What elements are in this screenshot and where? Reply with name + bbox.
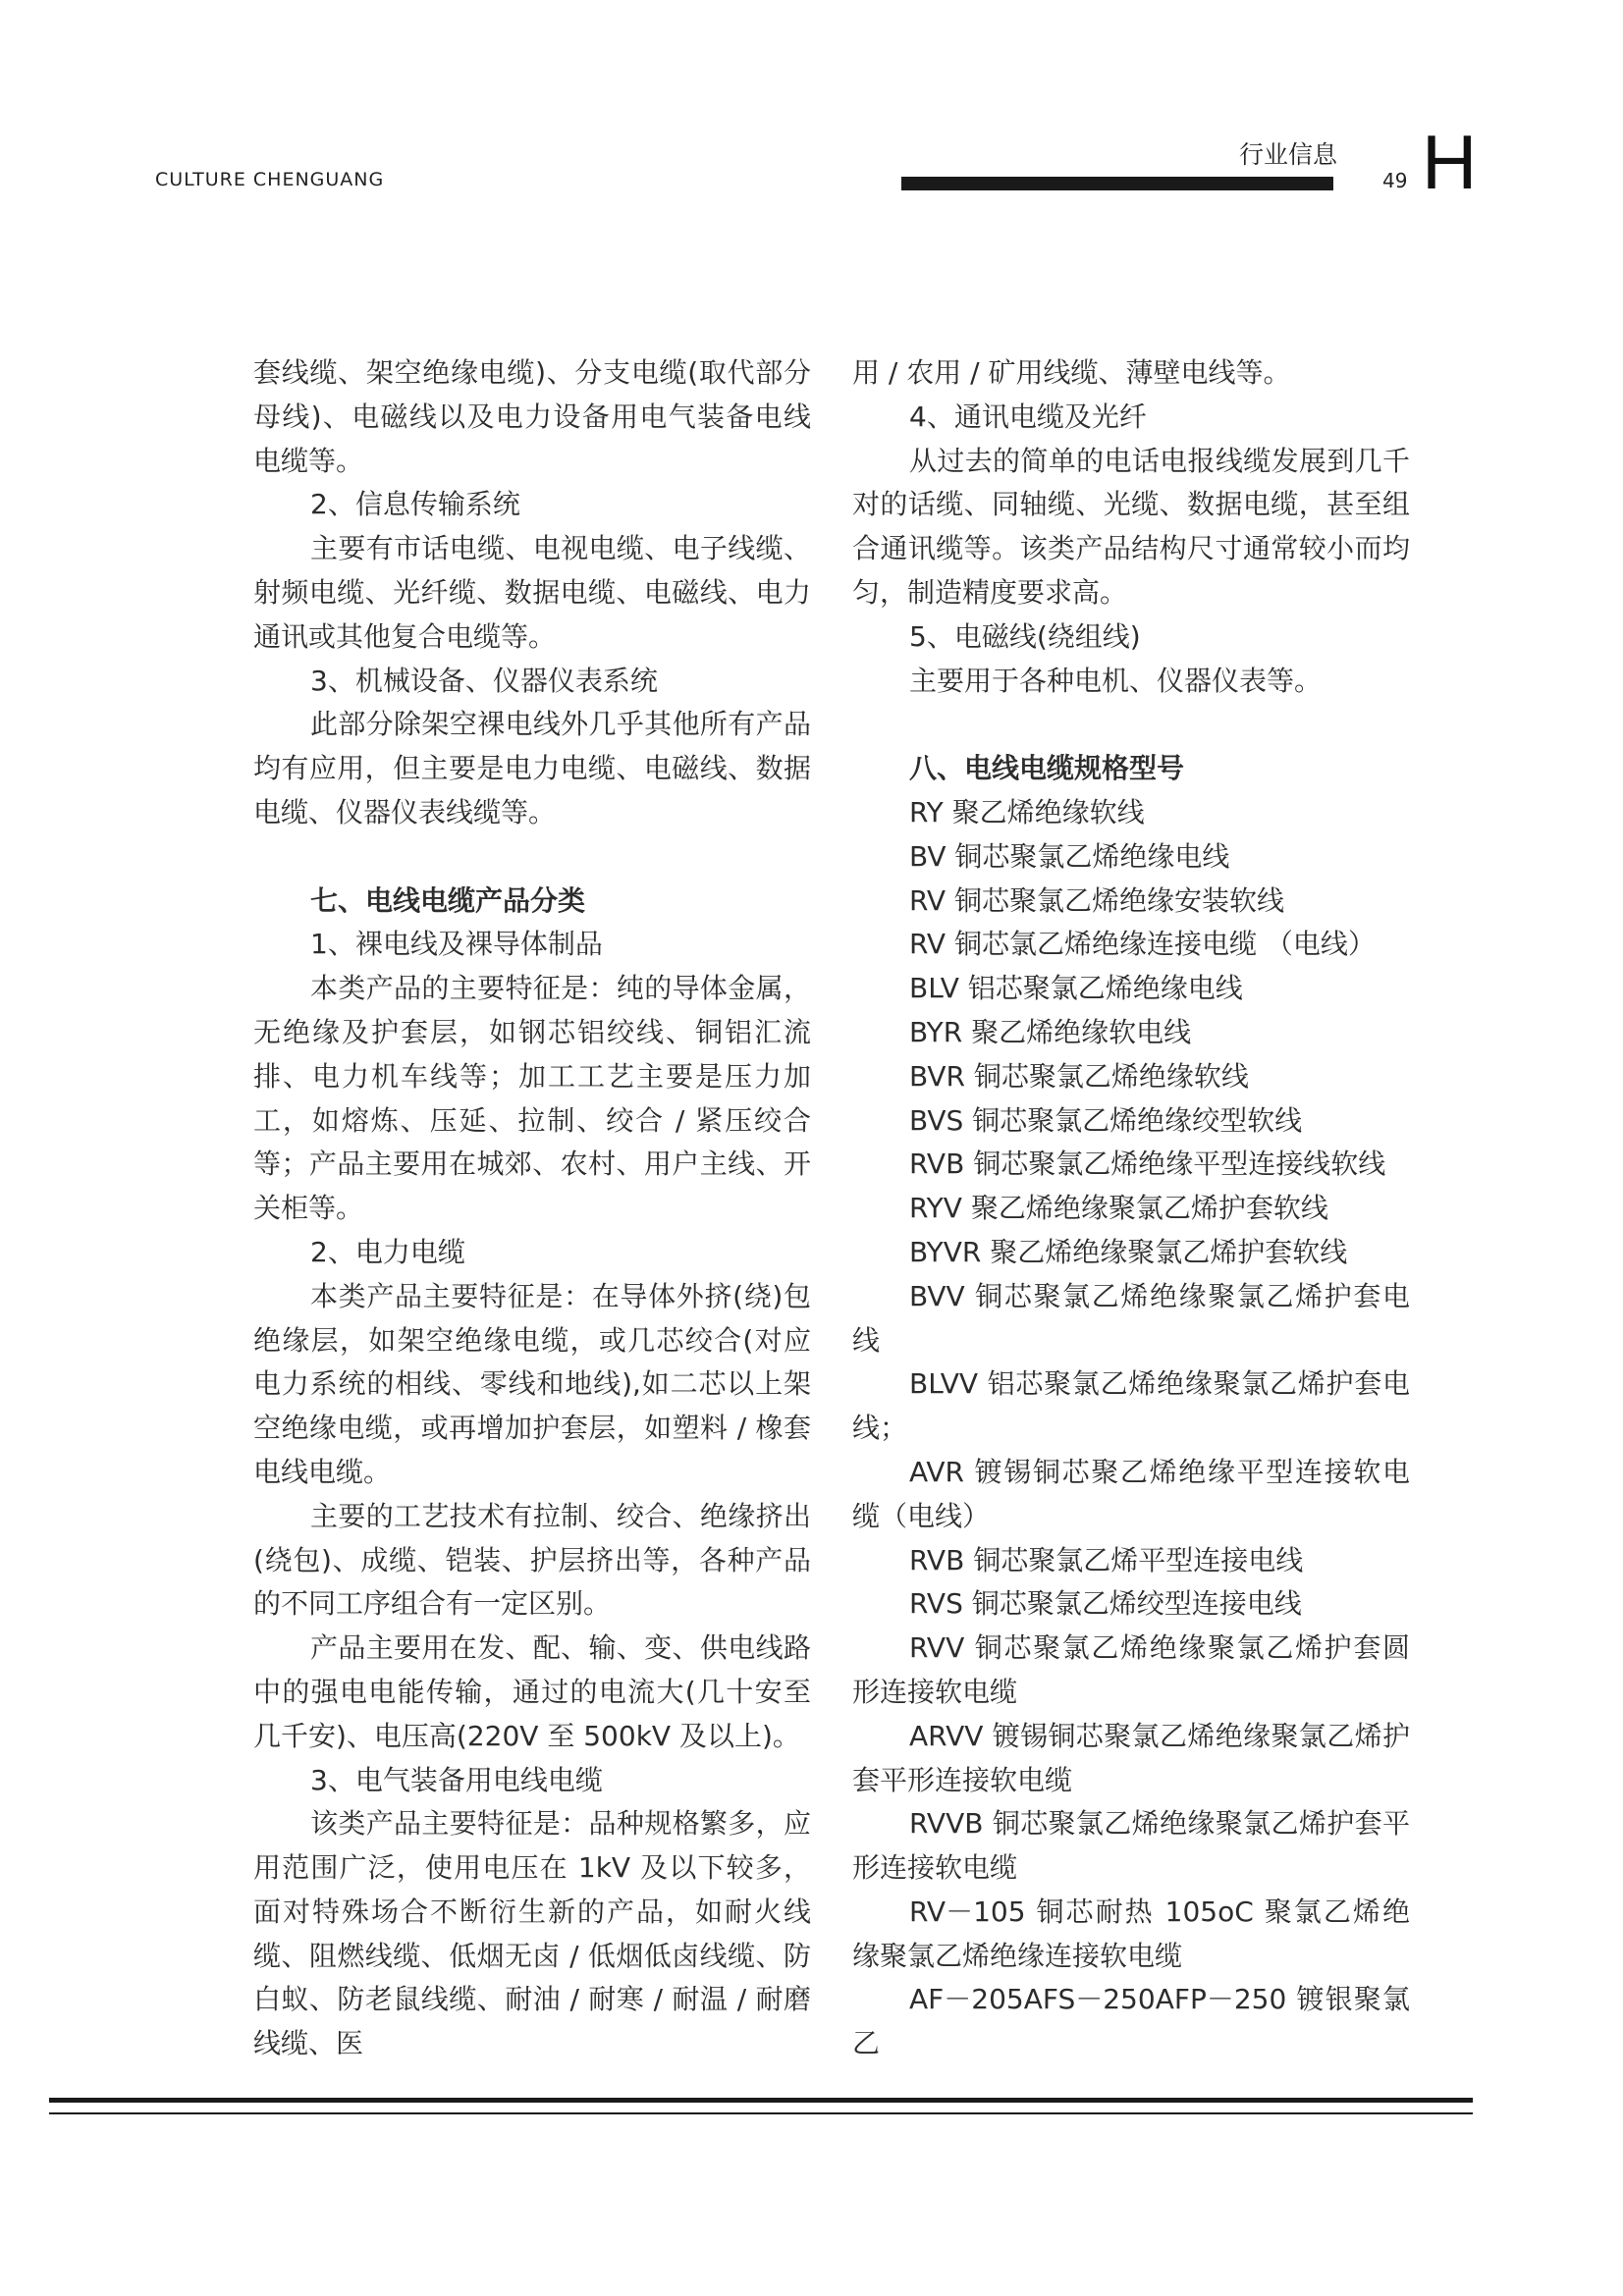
paragraph: BYVR 聚乙烯绝缘聚氯乙烯护套软线	[909, 1235, 1348, 1268]
paragraph: RV 铜芯氯乙烯绝缘连接电缆 （电线）	[909, 928, 1376, 961]
paragraph: BVR 铜芯聚氯乙烯绝缘软线	[909, 1059, 1249, 1093]
paragraph: RVVB 铜芯聚氯乙烯绝缘聚氯乙烯护套平形连接软电缆	[852, 1807, 1410, 1885]
paragraph: RVV 铜芯聚氯乙烯绝缘聚氯乙烯护套圆形连接软电缆	[852, 1631, 1410, 1708]
subsection-heading: 5、电磁线(绕组线)	[909, 619, 1141, 653]
section-heading: 七、电线电缆产品分类	[310, 883, 586, 917]
paragraph: 用 / 农用 / 矿用线缆、薄壁电线等。	[852, 356, 1291, 389]
paragraph: BYR 聚乙烯绝缘软电线	[909, 1015, 1192, 1048]
paragraph: BV 铜芯聚氯乙烯绝缘电线	[909, 839, 1230, 873]
paragraph: RVS 铜芯聚氯乙烯绞型连接电线	[909, 1587, 1302, 1621]
blank-line	[852, 703, 1410, 747]
paragraph: RYV 聚乙烯绝缘聚氯乙烯护套软线	[909, 1192, 1328, 1225]
paragraph: 主要有市话电缆、电视电缆、电子线缆、射频电缆、光纤缆、数据电缆、电磁线、电力通讯或其他复合电缆等。	[253, 532, 811, 653]
paragraph: RV 铜芯聚氯乙烯绝缘安装软线	[909, 883, 1284, 917]
right-column	[852, 351, 1410, 2066]
section-heading: 八、电线电缆规格型号	[909, 752, 1185, 785]
paragraph: BVS 铜芯聚氯乙烯绝缘绞型软线	[909, 1103, 1303, 1137]
subsection-heading: 2、电力电缆	[310, 1235, 465, 1268]
paragraph: 本类产品主要特征是：在导体外挤(绕)包绝缘层，如架空绝缘电缆，或几芯绞合(对应电力系统的相线、零线和地线),如二芯以上架空绝缘电缆，或再增加护套层，如塑料 / 橡套电线电缆。	[253, 1279, 811, 1488]
paragraph: BLVV 铝芯聚氯乙烯绝缘聚氯乙烯护套电线；	[852, 1367, 1410, 1445]
page-number: 49	[1382, 169, 1408, 192]
paragraph: RY 聚乙烯绝缘软线	[909, 795, 1145, 828]
paragraph: 主要用于各种电机、仪器仪表等。	[909, 664, 1323, 697]
subsection-heading: 1、裸电线及裸导体制品	[310, 928, 603, 961]
subsection-heading: 2、信息传输系统	[310, 488, 520, 521]
paragraph: 从过去的简单的电话电报线缆发展到几千对的话缆、同轴缆、光缆、数据电缆，甚至组合通讯缆等。该类产品结构尺寸通常较小而均匀，制造精度要求高。	[852, 444, 1410, 609]
paragraph: 套线缆、架空绝缘电缆)、分支电缆(取代部分母线)、电磁线以及电力设备用电气装备电线电缆等。	[253, 356, 811, 477]
footer-rule-thin	[49, 2112, 1473, 2114]
paragraph: 该类产品主要特征是：品种规格繁多，应用范围广泛，使用电压在 1kV 及以下较多，面对特殊场合不断衍生新的产品，如耐火线缆、阻燃线缆、低烟无卤 / 低烟低卤线缆、防白蚁、防老鼠线缆、耐油 / 耐寒 / 耐温 / 耐磨线缆、医	[253, 1807, 811, 2060]
paragraph: 产品主要用在发、配、输、变、供电线路中的强电电能传输，通过的电流大(几十安至几千安)、电压高(220V 至 500kV 及以上)。	[253, 1631, 811, 1752]
subsection-heading: 3、机械设备、仪器仪表系统	[310, 664, 658, 697]
header-rule	[901, 177, 1333, 190]
paragraph: RVB 铜芯聚氯乙烯绝缘平型连接线软线	[909, 1148, 1386, 1181]
paragraph: RVB 铜芯聚氯乙烯平型连接电线	[909, 1543, 1304, 1576]
paragraph: AVR 镀锡铜芯聚乙烯绝缘平型连接软电缆（电线）	[852, 1455, 1410, 1532]
header-magazine-name: CULTURE CHENGUANG	[155, 169, 385, 190]
footer-rule-thick	[49, 2098, 1473, 2103]
header-section-title: 行业信息	[1239, 140, 1338, 169]
paragraph: 主要的工艺技术有拉制、绞合、绝缘挤出(绕包)、成缆、铠装、护层挤出等，各种产品的不同工序组合有一定区别。	[253, 1499, 811, 1621]
paragraph: AF－205AFS－250AFP－250 镀银聚氯乙	[852, 1983, 1410, 2060]
subsection-heading: 4、通讯电缆及光纤	[909, 400, 1147, 433]
paragraph: 本类产品的主要特征是：纯的导体金属，无绝缘及护套层，如钢芯铝绞线、铜铝汇流排、电力机车线等；加工工艺主要是压力加工，如熔炼、压延、拉制、绞合 / 紧压绞合等；产品主要用在城郊、农村、用户主线、开关柜等。	[253, 972, 811, 1225]
blank-line	[253, 835, 811, 880]
paragraph: RV－105 铜芯耐热 105oC 聚氯乙烯绝缘聚氯乙烯绝缘连接软电缆	[852, 1895, 1410, 1972]
left-column	[253, 351, 811, 2066]
section-letter: H	[1422, 119, 1478, 205]
paragraph: BLV 铝芯聚氯乙烯绝缘电线	[909, 972, 1243, 1005]
paragraph: ARVV 镀锡铜芯聚氯乙烯绝缘聚氯乙烯护套平形连接软电缆	[852, 1719, 1410, 1796]
paragraph: 此部分除架空裸电线外几乎其他所有产品均有应用，但主要是电力电缆、电磁线、数据电缆、仪器仪表线缆等。	[253, 708, 811, 828]
paragraph: BVV 铜芯聚氯乙烯绝缘聚氯乙烯护套电线	[852, 1279, 1410, 1357]
subsection-heading: 3、电气装备用电线电缆	[310, 1763, 603, 1796]
